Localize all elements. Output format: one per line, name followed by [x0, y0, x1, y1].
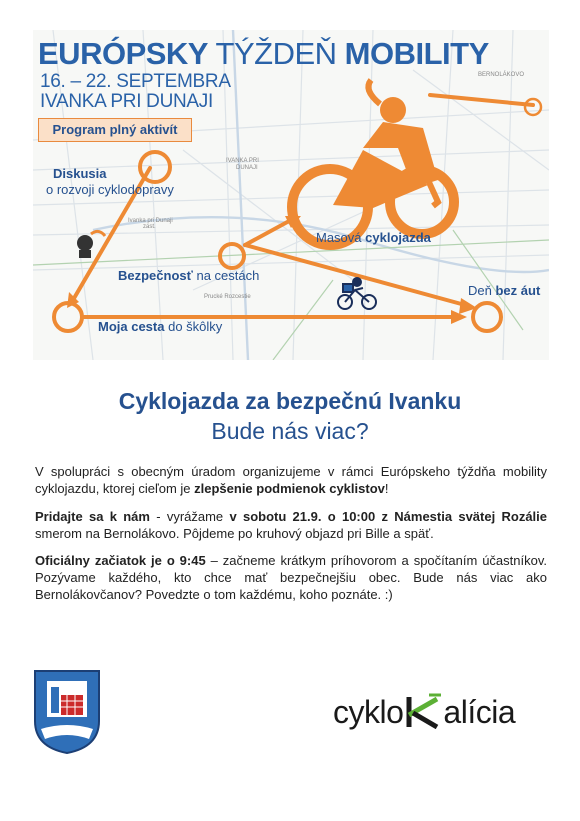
map-label-rozcestie: Prucké Rozcestie [204, 294, 251, 300]
paragraph-join [35, 508, 547, 542]
p2-bold-join: Pridajte sa k nám [35, 509, 150, 524]
diskusia-bold: Diskusia [53, 166, 107, 181]
banner-dates: 16. – 22. SEPTEMBRA [40, 71, 231, 92]
article-subheading: Bude nás viac? [211, 418, 369, 444]
activity-masova [316, 230, 431, 245]
cesta-bold: Moja cesta [98, 319, 165, 334]
masova-plain: Masová [316, 230, 362, 245]
masova-bold: cyklojazda [365, 230, 431, 245]
p1-end: ! [384, 481, 389, 496]
p2-bold-when: v sobotu 21.9. o 10:00 z Námestia svätej Rozálie [229, 509, 547, 524]
p1-text: V spolupráci s obecným úradom organizujeme v rámci Európskeho týždňa mobility cyklojazdu, ktorej cieľom je [35, 464, 547, 496]
activity-bezpecnost [118, 268, 259, 283]
p3-bold: Oficiálny začiatok je o 9:45 [35, 553, 206, 568]
bezpecnost-rest: na cestách [196, 268, 260, 283]
map-label-ivanka: IVANKA PRI [226, 158, 259, 164]
cyclist-icon [292, 80, 454, 245]
banner-title [38, 36, 489, 72]
p3-text: – začneme krátkym príhovorom a spočítaním účastníkov. Pozývame každého, kto chce mať bezpečnejšiu obec. Bude nás viac ako Bernolákovčanov? Povedzte o tom každému, koho poznáte. :) [35, 553, 547, 602]
paragraph-start [35, 552, 547, 603]
map-label-zast: zast. [143, 224, 156, 230]
logo-left-text: cyklo [333, 694, 404, 730]
activity-diskusia-rest: o rozvoji cyklodopravy [46, 182, 174, 197]
cyklokoalicia-logo [333, 693, 515, 731]
cesta-rest: do škôlky [168, 319, 223, 334]
den-plain: Deň [468, 283, 492, 298]
title-europsky: EURÓPSKY [38, 36, 208, 71]
den-bold: bez áut [495, 283, 541, 298]
p2-text-a: - vyrážame [149, 509, 230, 524]
bezpecnost-bold: Bezpečnosť [118, 268, 193, 283]
small-cyclist-icon [338, 278, 376, 309]
p2-text-b: smerom na Bernolákovo. Pôjdeme po kruhový objazd pri Bille a späť. [35, 526, 434, 541]
program-badge: Program plný aktivít [38, 118, 192, 142]
title-mobility: MOBILITY [344, 36, 489, 71]
logo-right-text: alícia [443, 694, 516, 730]
bicycle-k-icon [403, 693, 443, 729]
municipal-crest-icon [33, 669, 101, 755]
activity-moja-cesta [98, 319, 222, 334]
p1-bold: zlepšenie podmienok cyklistov [194, 481, 385, 496]
paragraph-intro [35, 463, 547, 497]
map-label-bernolakovo: BERNOLÁKOVO [478, 72, 525, 78]
title-tyzden: TÝŽDEŇ [215, 36, 337, 71]
map-label-ivanka-small: Ivanka pri Dunaji [128, 218, 173, 224]
activity-diskusia [53, 166, 106, 181]
banner-place: IVANKA PRI DUNAJI [40, 91, 213, 112]
map-label-dunaji: DUNAJI [236, 165, 258, 171]
article-heading: Cyklojazda za bezpečnú Ivanku [118, 388, 462, 414]
activity-den-bez-aut [468, 283, 540, 298]
